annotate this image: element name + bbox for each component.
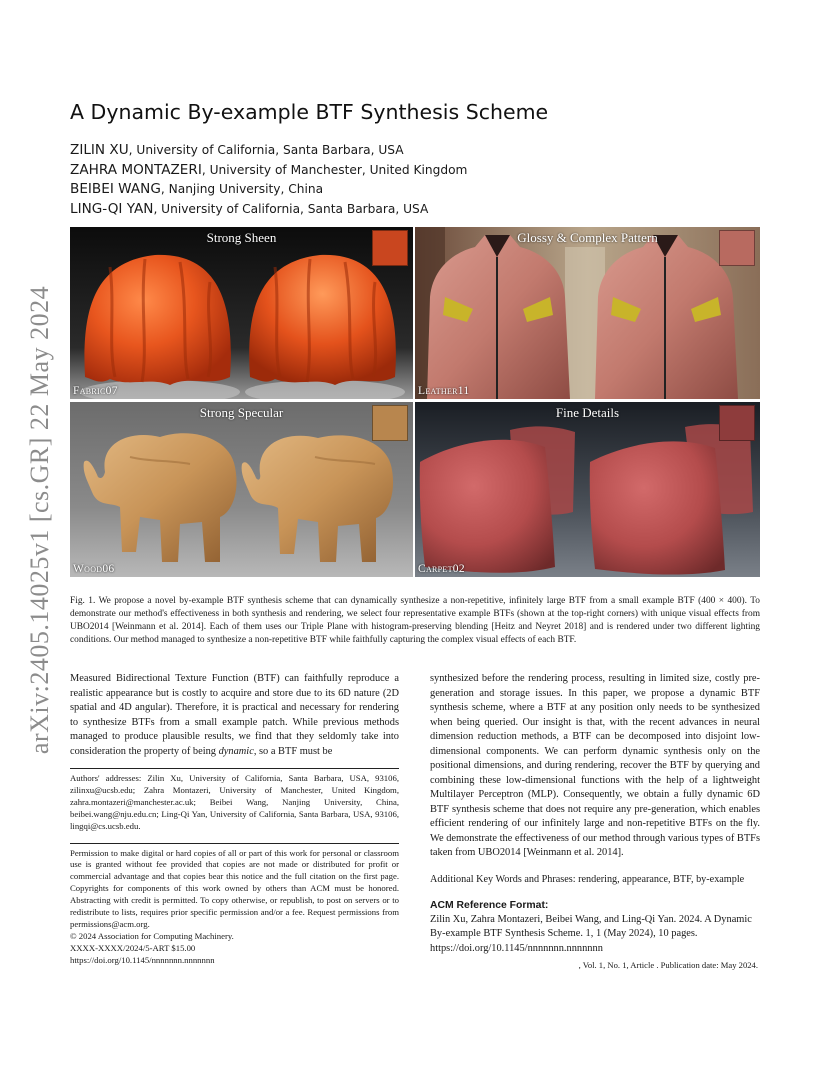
acm-reference-heading: ACM Reference Format: [430,899,549,911]
abstract-continuation: synthesized before the rendering process, resulting in limited size, costly pre-generation and storage issues. In this paper, we propose a dynamic BTF synthesis scheme, where a BTF at any position only needs to be synthesized when being queried. Our insight is that, with the recent advances in neural dimension reduction methods, a BTF can be decomposed into disjoint low-dimensional components. We can perform dynamic synthesis only on the positional dimensions, and during rendering, recover the BTF by querying and combining these low-dimensional functions with the help of a lightweight Multilayer Perceptron (MLP). Consequently, we obtain a fully dynamic 6D BTF synthesis scheme that does not require any pre-generation, which enables efficient rendering of our infinitely large and non-repetitive BTFs on the fly. We demonstrate the effectiveness of our method through various types of BTFs taken from UBO2014 [Weinmann et al. 2014]. [430,673,760,858]
author-name: ZILIN XU [70,142,129,158]
panel-label: Wood06 [73,563,115,575]
panel-label: Fabric07 [73,385,118,397]
paper-title: A Dynamic By-example BTF Synthesis Scheme [70,100,549,124]
author-name: BEIBEI WANG [70,181,161,198]
author-affiliation: , University of California, Santa Barbara, USA [153,201,429,216]
page-footer: , Vol. 1, No. 1, Article . Publication date: May 2024. [578,960,758,970]
abstract-text: Measured Bidirectional Texture Function (BTF) can faithfully reproduce a realistic appearance but is costly to acquire and store due to its 6D nature (2D spatial and 4D angular). Therefore, it is practical and necessary for rendering to synthesize BTFs from a small example patch. While previous methods managed to produce plausible results, we find that they seldomly take into consideration the property of being [70,673,399,757]
left-column [70,672,399,967]
arxiv-stamp [0,270,80,770]
panel-title: Strong Specular [199,405,284,420]
author-name: ZAHRA MONTAZERI [70,161,202,178]
carpet-pillow-render-image [415,402,760,577]
arxiv-identifier: arXiv:2405.14025v1 [cs.GR] 22 May 2024 [25,285,54,755]
wood-elephant-render-image [70,402,413,577]
figure-panel-leather [415,227,760,399]
author-entry [70,141,467,161]
figure-panel-fabric [70,227,413,399]
fabric-render-image [70,227,413,399]
author-entry [70,180,467,200]
right-column [430,672,760,956]
author-affiliation: , Nanjing University, China [160,182,324,197]
author-name: LING-QI YAN [70,200,154,217]
figure-panel-wood [70,402,413,577]
permission-block [70,843,399,967]
abstract-text: , so a BTF must be [253,745,333,757]
panel-title: Strong Sheen [206,230,277,245]
doi-line: https://doi.org/10.1145/nnnnnnn.nnnnnnn [70,954,215,965]
copyright-line: © 2024 Association for Computing Machinery. [70,930,234,941]
panel-title: Glossy & Complex Pattern [517,230,658,245]
abstract-emphasis: dynamic [218,745,254,757]
issn-line: XXXX-XXXX/2024/5-ART $15.00 [70,942,196,953]
leather-jacket-render-image [415,227,760,399]
acm-reference-text: Zilin Xu, Zahra Montazeri, Beibei Wang, and Ling-Qi Yan. 2024. A Dynamic By-example BTF Synthesis Scheme. 1, 1 (May 2024), 10 pages. https://doi.org/10.1145/nnnnnnn.nnnnnnn [430,913,752,954]
panel-label: Leather11 [418,385,470,397]
abstract-paragraph [70,672,399,759]
teaser-figure [70,227,760,577]
author-affiliation: , University of California, Santa Barbara, USA [128,143,404,157]
author-entry [70,200,467,220]
figure-caption: Fig. 1. We propose a novel by-example BTF synthesis scheme that can dynamically synthesize a non-repetitive, infinitely large BTF from a small example BTF (400 × 400). To demonstrate our method's effectiveness in both synthesis and rendering, we select four representative example BTFs (shown at the top-right corners) with unique visual effects from UBO2014 [Weinmann et al. 2014]. Each of them uses our Triple Plane with histogram-preserving blending [Heitz and Neyret 2018] and is rendered under two different lighting conditions. Our method managed to synthesize a non-repetitive BTF while faithfully capturing the complex visual effects of each BTF. [70,596,760,646]
author-list [70,141,467,219]
authors-addresses: Authors' addresses: Zilin Xu, University of California, Santa Barbara, USA, 93106, zilinxu@ucsb.edu; Zahra Montazeri, University of Manchester, United Kingdom, zahra.montazeri@manchester.ac.uk; Beibei Wang, Nanjing University, China, beibei.wang@nju.edu.cn; Ling-Qi Yan, University of California, Santa Barbara, USA, 93106, lingqi@cs.ucsb.edu. [70,768,399,833]
panel-label: Carpet02 [418,563,465,575]
panel-title: Fine Details [555,405,620,420]
permission-notice: Permission to make digital or hard copies of all or part of this work for personal or classroom use is granted without fee provided that copies are not made or distributed for profit or commercial advantage and that copies bear this notice and the full citation on the first page. Copyrights for components of this work owned by others than ACM must be honored. Abstracting with credit is permitted. To copy otherwise, or republish, to post on servers or to redistribute to lists, requires prior specific permission and/or a fee. Request permissions from permissions@acm.org. [70,847,399,929]
author-entry [70,161,467,181]
figure-panel-carpet [415,402,760,577]
keywords-line: Additional Key Words and Phrases: rendering, appearance, BTF, by-example [430,873,745,885]
author-affiliation: , University of Manchester, United Kingdom [201,162,468,177]
